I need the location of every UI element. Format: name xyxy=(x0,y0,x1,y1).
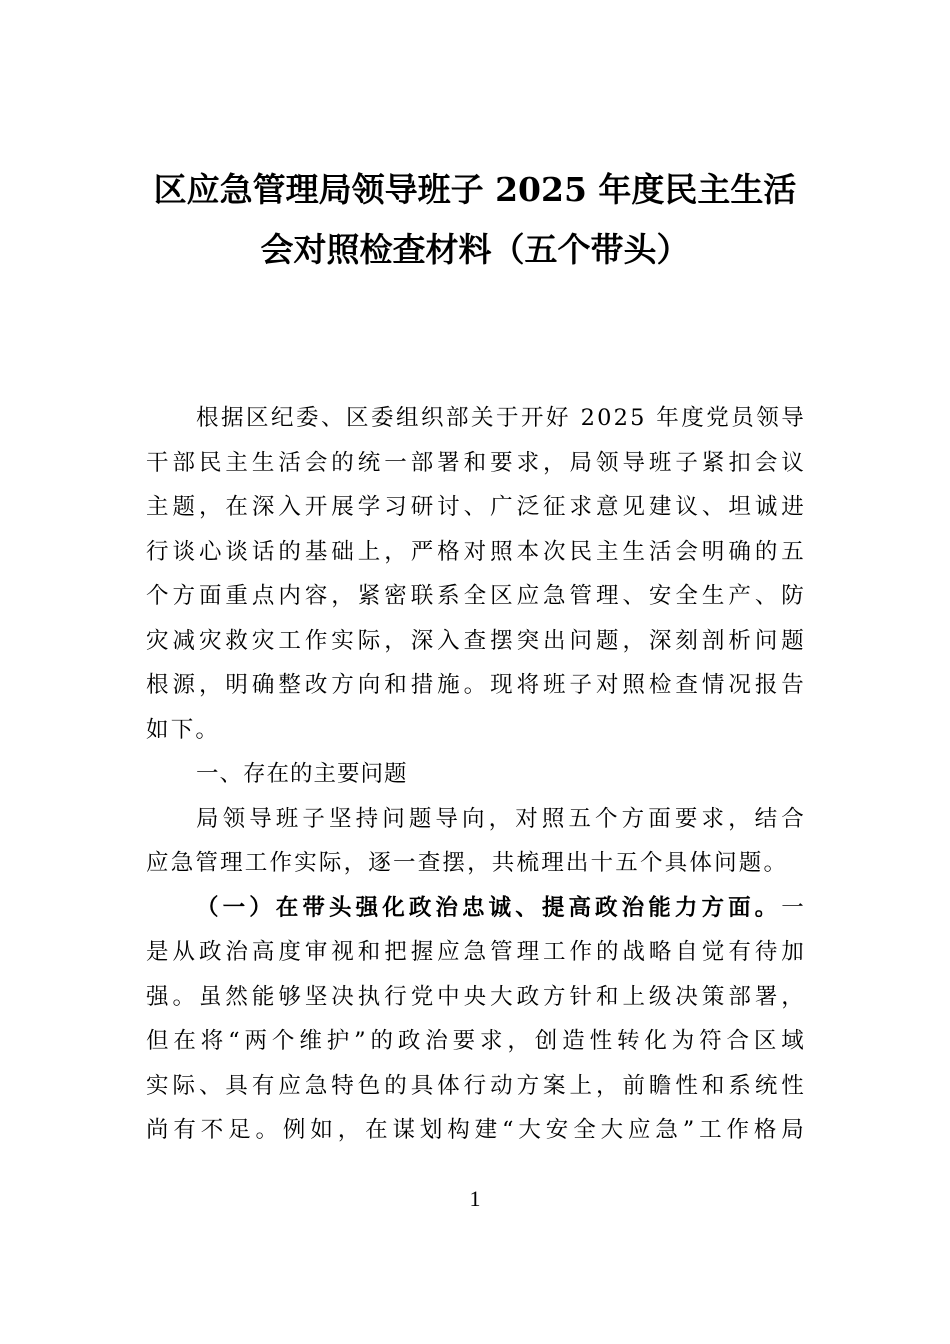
paragraph-line: 但在将“两个维护”的政治要求，创造性转化为符合区域 xyxy=(146,1028,806,1054)
summary-paragraph xyxy=(146,797,806,886)
paragraph-line: 是从政治高度审视和把握应急管理工作的战略自觉有待加 xyxy=(146,939,806,965)
paragraph-line: 个方面重点内容，紧密联系全区应急管理、安全生产、防 xyxy=(146,583,806,609)
document-title xyxy=(120,160,830,280)
paragraph-line: 强。虽然能够坚决执行党中央大政方针和上级决策部署， xyxy=(146,983,806,1010)
document-body xyxy=(146,396,806,1153)
title-line: 区应急管理局领导班子 2025 年度民主生活 xyxy=(153,170,797,209)
paragraph-line: 行谈心谈话的基础上，严格对照本次民主生活会明确的五 xyxy=(146,538,806,565)
paragraph-line: 尚有不足。例如，在谋划构建“大安全大应急”工作格局 xyxy=(146,1117,806,1143)
paragraph-line: 根据区纪委、区委组织部关于开好 2025 年度党员领导 xyxy=(196,405,806,431)
paragraph-line: 局领导班子坚持问题导向，对照五个方面要求，结合 xyxy=(196,805,806,832)
subsection-lead: （一）在带头强化政治忠诚、提高政治能力方面。 xyxy=(196,894,782,921)
section-heading xyxy=(146,752,806,797)
paragraph-line: 主题，在深入开展学习研讨、广泛征求意见建议、坦诚进 xyxy=(146,494,806,520)
subsection-paragraph xyxy=(146,886,806,1153)
heading-text: 一、存在的主要问题 xyxy=(196,761,408,787)
paragraph-line: 根源，明确整改方向和措施。现将班子对照检查情况报告 xyxy=(146,672,806,698)
paragraph-line: 干部民主生活会的统一部署和要求，局领导班子紧扣会议 xyxy=(146,449,806,476)
paragraph-line: 应急管理工作实际，逐一查摆，共梳理出十五个具体问题。 xyxy=(146,850,789,876)
paragraph-line xyxy=(146,886,806,931)
page-number: 1 xyxy=(469,1186,481,1211)
lead-rest: 一 xyxy=(781,894,806,921)
title-line: 会对照检查材料（五个带头） xyxy=(260,230,690,269)
paragraph-line: 实际、具有应急特色的具体行动方案上，前瞻性和系统性 xyxy=(146,1072,806,1099)
intro-paragraph xyxy=(146,396,806,752)
paragraph-line: 灾减灾救灾工作实际，深入查摆突出问题，深刻剖析问题 xyxy=(146,627,806,654)
paragraph-line: 如下。 xyxy=(146,716,221,743)
